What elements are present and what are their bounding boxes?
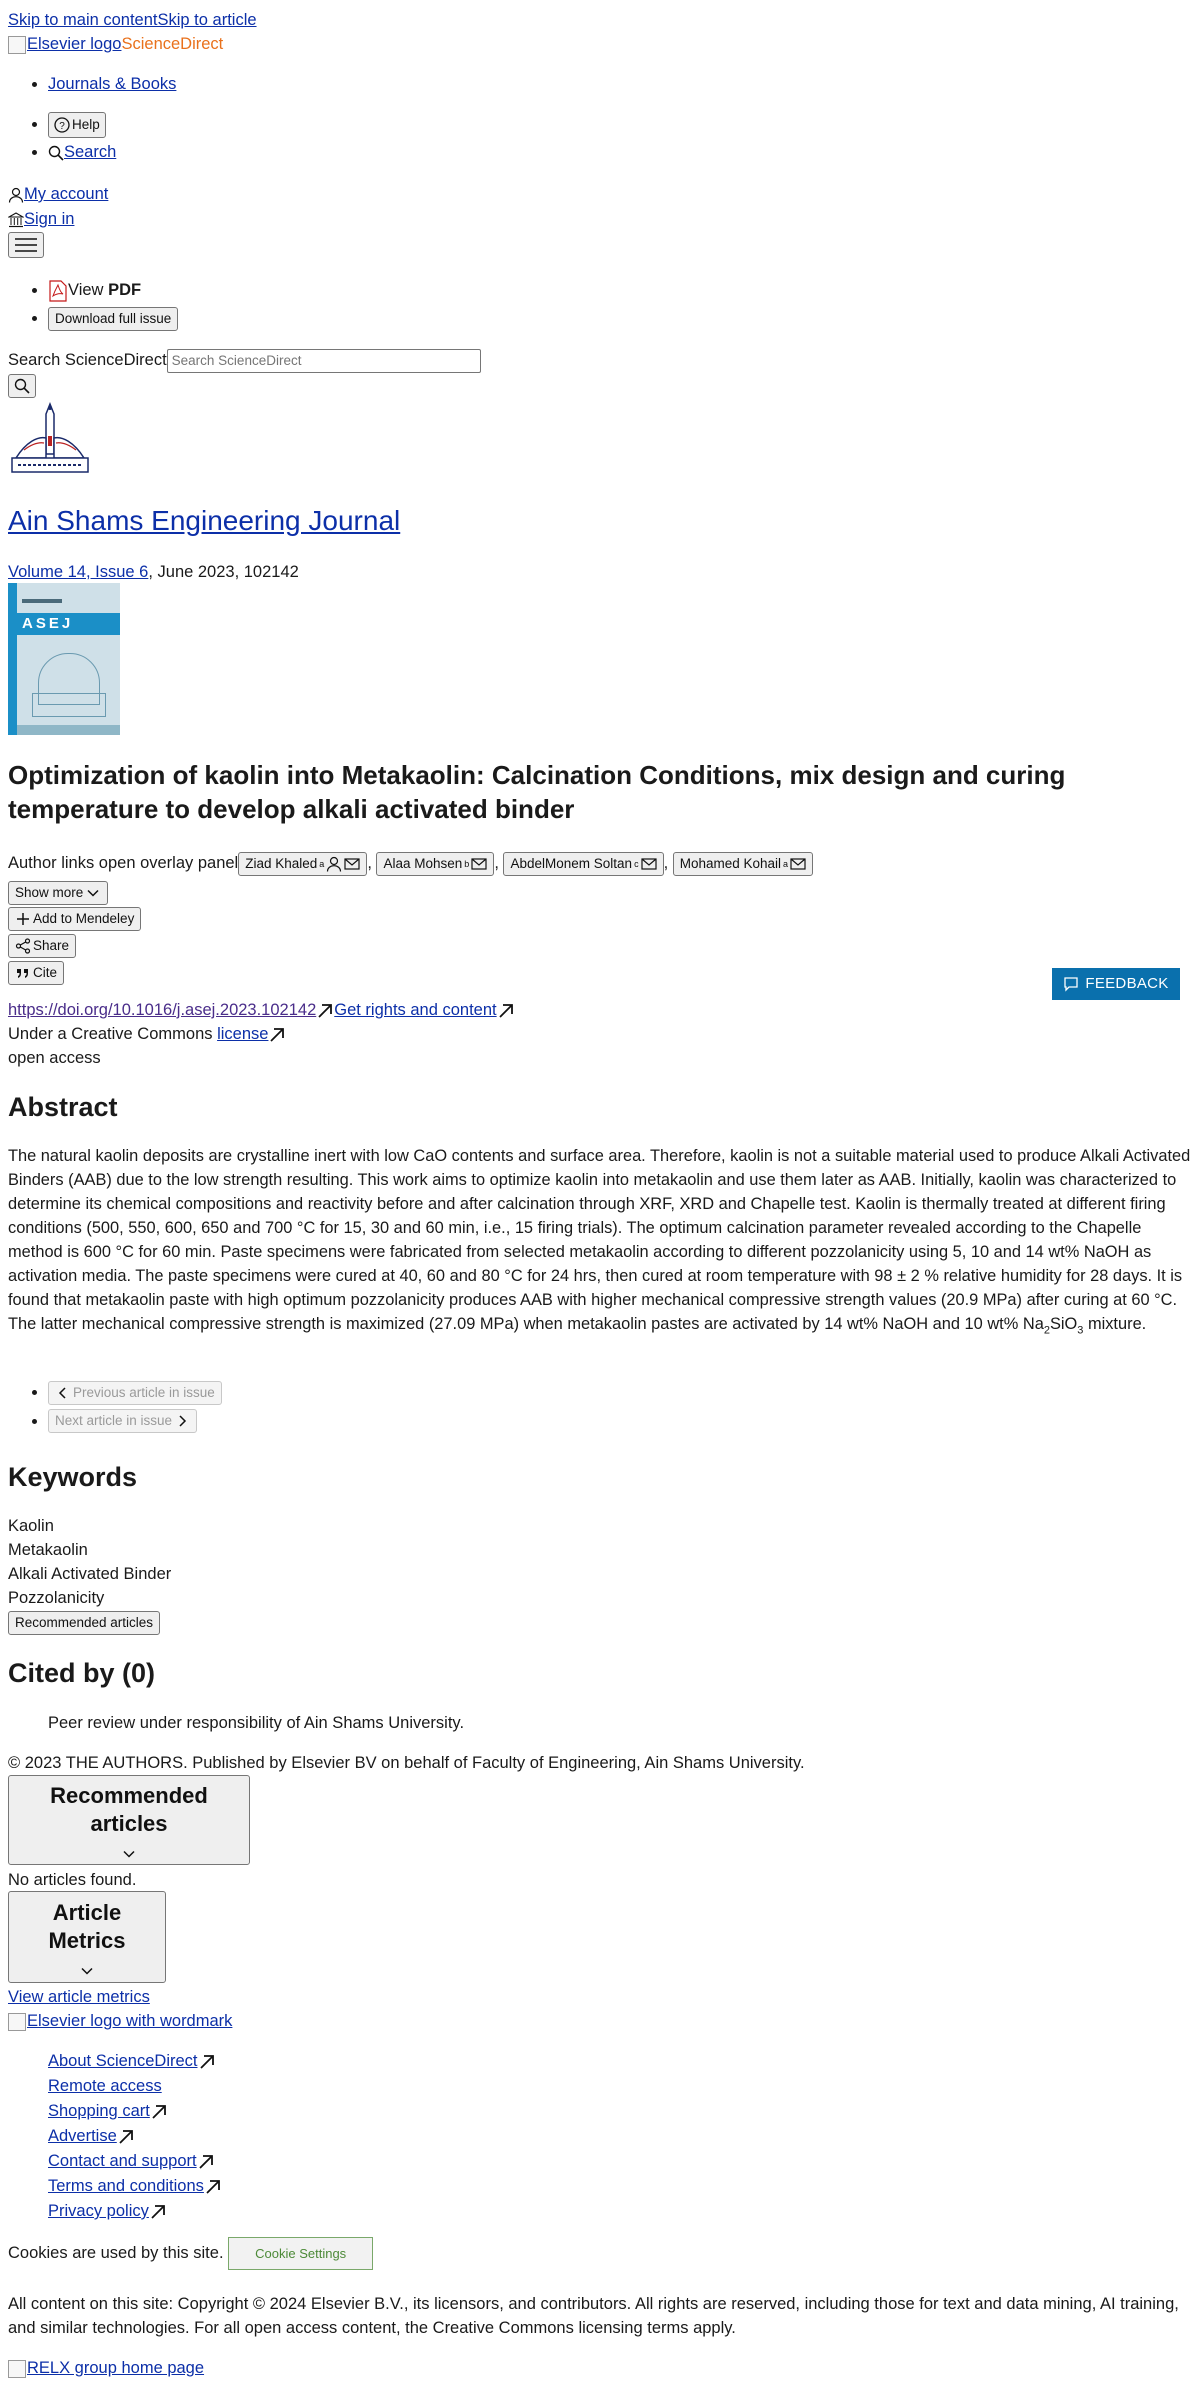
remote-access-link[interactable]: Remote access — [48, 2077, 162, 2095]
ain-shams-university-logo — [8, 402, 92, 478]
cite-label: Cite — [33, 964, 58, 980]
chevron-down-icon — [121, 1846, 137, 1862]
skip-links — [8, 8, 1192, 32]
recommended-articles-toggle[interactable] — [8, 1775, 250, 1865]
article-metrics-toggle[interactable] — [8, 1891, 166, 1983]
hamburger-icon — [13, 236, 39, 254]
author-group: Author links open overlay panel Ziad Khaled a , Alaa Mohsen b , AbdelMonem Soltan c , Mohamed Kohail a — [8, 851, 1192, 876]
relx-alt: RELX group home page — [27, 2359, 205, 2377]
author-name: Mohamed Kohail — [679, 855, 782, 871]
university-logo — [8, 402, 1192, 485]
help-button[interactable] — [48, 112, 106, 138]
add-to-mendeley-label: Add to Mendeley — [33, 911, 135, 927]
cookie-settings-button[interactable]: Cookie Settings — [228, 2237, 373, 2270]
feedback-label: FEEDBACK — [1085, 975, 1169, 992]
metrics-heading: Article Metrics — [48, 1900, 126, 1953]
cite-button[interactable] — [8, 961, 64, 985]
search-link[interactable]: Search — [64, 143, 117, 161]
terms-conditions-link[interactable]: Terms and conditions — [48, 2177, 204, 2195]
author-name: Alaa Mohsen — [383, 855, 463, 871]
person-icon — [8, 187, 24, 203]
publication-date: , June 2023, 102142 — [148, 563, 299, 581]
feedback-button[interactable] — [1052, 968, 1180, 1000]
previous-article-button[interactable] — [48, 1381, 222, 1405]
next-article-label: • Next article in issue — [55, 1413, 173, 1429]
journal-cover-area — [8, 583, 1192, 735]
account-area — [8, 182, 1192, 206]
abstract-tail: mixture. — [1083, 1315, 1147, 1333]
formula-sub-2: 2 — [1043, 1324, 1050, 1337]
keywords-heading: Keywords — [8, 1462, 138, 1492]
elsevier-wordmark-link[interactable] — [8, 2012, 232, 2030]
envelope-icon — [344, 856, 360, 872]
cookie-notice — [8, 2237, 1192, 2270]
search-form — [8, 348, 1192, 373]
external-arrow-icon — [149, 2203, 167, 2221]
volume-issue-link[interactable]: Volume 14, Issue 6 — [8, 563, 149, 581]
abstract-heading: Abstract — [8, 1092, 118, 1122]
publication-info — [8, 560, 1192, 584]
sign-in-area — [8, 207, 1192, 231]
advertise-link[interactable]: Advertise — [48, 2127, 117, 2145]
contact-support-link[interactable]: Contact and support — [48, 2152, 197, 2170]
author-button-mohamed-kohail[interactable]: Mohamed Kohail a — [673, 852, 813, 876]
chevron-left-icon — [55, 1385, 71, 1401]
formula-sio: SiO — [1049, 1315, 1078, 1333]
journal-title-area — [8, 504, 1192, 538]
previous-article-label: • Previous article in issue — [73, 1384, 215, 1400]
recommended-heading: Recommended articles — [50, 1783, 208, 1836]
footer-logo — [8, 2009, 1192, 2033]
menu-area — [8, 232, 1192, 258]
help-circle-icon — [54, 117, 70, 133]
elsevier-logo-link[interactable] — [8, 35, 121, 53]
person-icon — [326, 856, 342, 872]
pdf-icon — [48, 280, 68, 302]
primary-nav — [8, 72, 1192, 96]
envelope-icon — [790, 856, 806, 872]
relx-home-link[interactable] — [8, 2359, 204, 2377]
pdf-label: PDF — [108, 281, 142, 299]
broken-image-icon — [8, 2013, 26, 2031]
search-submit-button[interactable] — [8, 374, 36, 398]
author-button-abdelmonem-soltan[interactable]: AbdelMonem Soltan c — [503, 852, 663, 876]
site-copyright: All content on this site: Copyright © 2024 Elsevier B.V., its licensors, and contributors. All rights are reserved, including those for text and data mining, AI training, and similar technologies. For all open access content, the Creative Commons licensing terms apply. — [8, 2295, 1179, 2337]
recommended-articles-button[interactable]: Recommended articles — [8, 1611, 160, 1635]
external-arrow-icon — [117, 2128, 135, 2146]
sign-in-link[interactable]: Sign in — [24, 210, 75, 228]
get-rights-link[interactable]: Get rights and content — [334, 1001, 497, 1019]
external-arrow-icon — [150, 2103, 168, 2121]
author-name: Ziad Khaled — [245, 855, 318, 871]
author-name: AbdelMonem Soltan — [510, 855, 633, 871]
author-button-alaa-mohsen[interactable]: Alaa Mohsen b — [376, 852, 494, 876]
external-arrow-icon — [197, 2153, 215, 2171]
abstract-text: The natural kaolin deposits are crystalline inert with low CaO contents and surface area. Therefore, kaolin is not a suitable material used to produce Alkali Activated Binders (AAB) due to the low strength resulting. This work aims to optimize kaolin into metakaolin and use them later as AAB. Initially, kaolin was characterized to determine its chemical compositions and reactivity before and after calcination through XRF, XRD and Chapelle test. Kaolin is thermally treated at different firing conditions (500, 550, 600, 650 and 700 °C for 15, 30 and 60 min, i.e., 15 firing trials). The optimum calcination parameter revealed according to the Chapelle method is 600 °C for 60 min. Paste specimens were fabricated from selected metakaolin according to different pozzolanicity using 5, 10 and 14 wt% NaOH as activation media. The paste specimens were cured at 40, 60 and 80 °C for 24 hrs, then cured at room temperature with 98 ± 2 % relative humidity for 28 days. It is found that metakaolin paste with high optimum pozzolanicity produces AAB with higher mechanical compressive strength values (20.9 MPa) after curing at 60 °C. The latter mechanical compressive strength is maximized (27.09 MPa) when metakaolin pastes are activated by 14 wt% NaOH and 10 wt% — [8, 1147, 1191, 1333]
keyword: Kaolin — [8, 1517, 54, 1535]
keyword: Pozzolanicity — [8, 1589, 105, 1607]
license-prefix: Under a Creative Commons — [8, 1025, 218, 1043]
chevron-down-icon — [85, 885, 101, 901]
journals-books-link[interactable]: Journals & Books — [48, 75, 177, 93]
help-label: Help — [72, 117, 100, 132]
peer-review-footnote: Peer review under responsibility of Ain Shams University. — [48, 1714, 465, 1732]
keywords-heading-area — [8, 1460, 1192, 1494]
quote-icon — [15, 965, 31, 981]
journal-title-link[interactable]: Ain Shams Engineering Journal — [8, 505, 401, 536]
journal-cover-image[interactable]: ASEJ — [8, 583, 120, 735]
footer-links — [8, 2049, 1192, 2224]
issue-navigation — [8, 1380, 1192, 1433]
relx-logo — [8, 2356, 1192, 2380]
external-arrow-icon — [316, 1002, 334, 1020]
shopping-cart-link[interactable]: Shopping cart — [48, 2102, 150, 2120]
institution-icon — [8, 212, 24, 228]
formula-na: Na — [1022, 1315, 1044, 1333]
share-label: Share — [33, 937, 70, 953]
search-icon — [48, 145, 64, 161]
elsevier-logo-alt: Elsevier logo — [27, 35, 122, 53]
skip-to-main-link[interactable]: Skip to main content — [8, 11, 158, 29]
search-input[interactable] — [167, 349, 481, 373]
author-links-label: Author links open overlay panel — [8, 854, 239, 872]
license-row — [8, 1022, 1192, 1046]
view-article-metrics-link[interactable]: View article metrics — [8, 1988, 150, 2006]
view-pdf-link[interactable] — [68, 281, 141, 299]
brand-header — [8, 32, 1192, 56]
search-submit-area — [8, 373, 1192, 398]
envelope-icon — [471, 856, 487, 872]
show-more-button[interactable] — [8, 881, 108, 905]
external-arrow-icon — [497, 1002, 515, 1020]
sciencedirect-logo-link[interactable]: ScienceDirect — [121, 35, 224, 53]
my-account-link[interactable]: My account — [24, 185, 109, 203]
privacy-policy-link[interactable]: Privacy policy — [48, 2202, 149, 2220]
chevron-down-icon — [79, 1963, 95, 1979]
doi-row — [8, 998, 1192, 1022]
menu-button[interactable] — [8, 232, 44, 258]
external-arrow-icon — [268, 1026, 286, 1044]
no-articles-text: No articles found. — [8, 1871, 137, 1889]
doi-link[interactable]: https://doi.org/10.1016/j.asej.2023.102142 — [8, 1001, 317, 1019]
article-copyright: © 2023 THE AUTHORS. Published by Elsevier BV on behalf of Faculty of Engineering, Ain Shams University. — [8, 1754, 805, 1772]
recommended-section — [8, 1775, 1192, 1865]
article-title-area — [8, 758, 1192, 826]
elsevier-wordmark-alt: Elsevier logo with wordmark — [27, 2012, 233, 2030]
pdf-tools — [8, 278, 1192, 331]
abstract-heading-area — [8, 1090, 1192, 1124]
about-sciencedirect-link[interactable]: About ScienceDirect — [48, 2052, 198, 2070]
metrics-section — [8, 1891, 1192, 1983]
external-arrow-icon — [204, 2178, 222, 2196]
envelope-icon — [641, 856, 657, 872]
add-to-mendeley-button[interactable] — [8, 907, 141, 931]
plus-icon — [15, 911, 31, 927]
broken-image-icon — [8, 2360, 26, 2378]
keyword: Metakaolin — [8, 1541, 88, 1559]
skip-to-article-link[interactable]: Skip to article — [157, 11, 257, 29]
view-label: View — [68, 281, 109, 299]
cited-by-heading: Cited by (0) — [8, 1658, 156, 1688]
formula-sub-3: 3 — [1077, 1324, 1084, 1337]
author-button-ziad-khaled[interactable]: Ziad Khaled a — [238, 852, 367, 876]
article-title: Optimization of kaolin into Metakaolin: Calcination Conditions, mix design and curing temperature to develop alkali activated binder — [8, 760, 1066, 824]
cookie-text: Cookies are used by this site. — [8, 2243, 224, 2262]
utility-nav — [8, 112, 1192, 164]
broken-image-icon — [8, 36, 26, 54]
open-access-label: open access — [8, 1049, 101, 1067]
cited-by-heading-area — [8, 1656, 1192, 1690]
keyword-list — [8, 1514, 1192, 1635]
external-arrow-icon — [198, 2053, 216, 2071]
next-article-button[interactable] — [48, 1409, 197, 1433]
chat-bubble-icon — [1063, 976, 1079, 992]
share-button[interactable] — [8, 934, 76, 958]
download-full-issue-button[interactable]: Download full issue — [48, 307, 178, 331]
search-label: Search ScienceDirect — [8, 351, 167, 369]
share-icon — [15, 938, 31, 954]
abstract-body — [8, 1144, 1192, 1342]
article-actions — [8, 880, 1192, 985]
svg-text:?: • ? — [59, 121, 65, 132]
keyword: Alkali Activated Binder — [8, 1565, 172, 1583]
chevron-right-icon — [174, 1413, 190, 1429]
search-icon — [14, 378, 30, 394]
metrics-link-row — [8, 1985, 1192, 2009]
show-more-label: Show more — [15, 884, 84, 900]
license-link[interactable]: license — [217, 1025, 269, 1043]
